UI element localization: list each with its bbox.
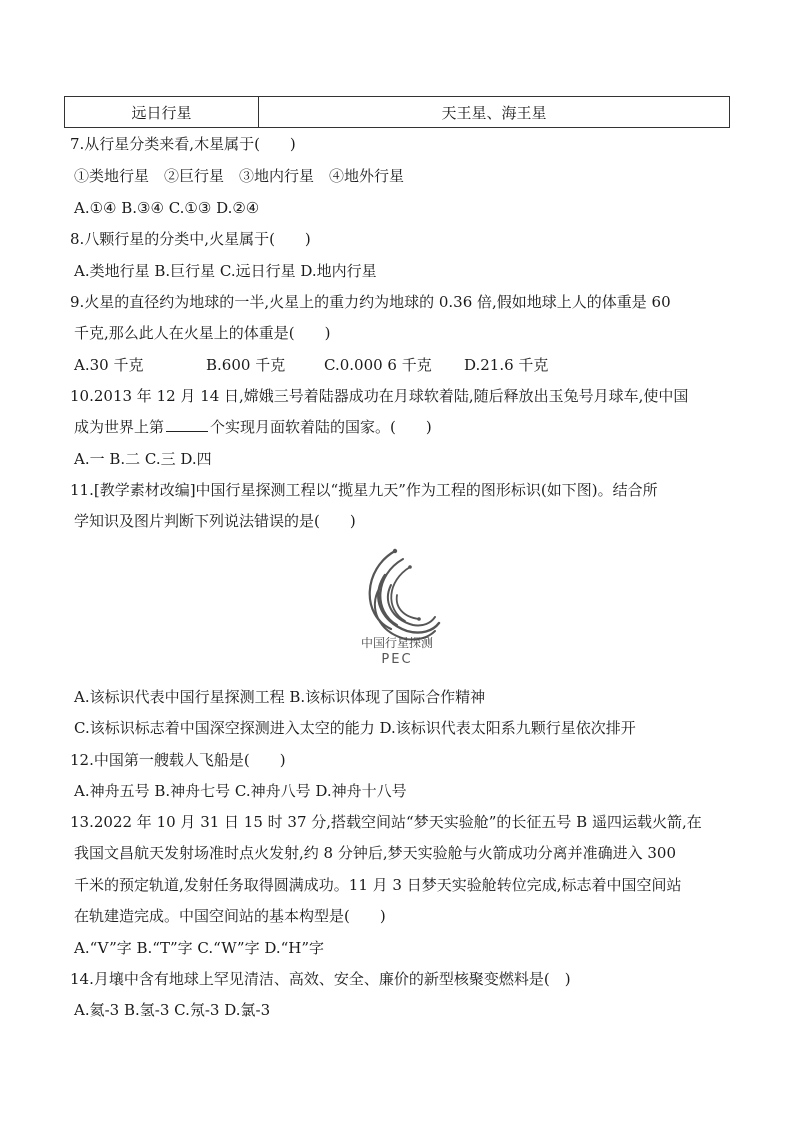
q7-options: A.①④ B.③④ C.①③ D.②④: [74, 199, 260, 217]
q13-stem-line2: 我国文昌航天发射场准时点火发射,约 8 分钟后,梦天实验舱与火箭成功分离并准确进入 300: [74, 844, 677, 862]
q11-stem-line2: 学知识及图片判断下列说法错误的是( ): [74, 512, 356, 530]
q9-stem-line2: 千克,那么此人在火星上的体重是( ): [74, 324, 331, 342]
q14-stem: 14.月壤中含有地球上罕见清洁、高效、安全、廉价的新型核聚变燃料是( ): [70, 970, 571, 988]
planet-classification-table-row: [64, 96, 730, 128]
q12-stem: 12.中国第一艘载人飞船是( ): [70, 751, 286, 769]
q8-options: A.类地行星 B.巨行星 C.远日行星 D.地内行星: [74, 262, 377, 280]
logo-caption-en: PEC: [381, 652, 413, 667]
q14-options: A.氦-3 B.氢-3 C.氖-3 D.氯-3: [74, 1001, 271, 1019]
q9-options: [74, 355, 548, 375]
q11-stem-line1: 11.[教学素材改编]中国行星探测工程以“揽星九天”作为工程的图形标识(如下图)。结合所: [70, 481, 658, 499]
q12-options: A.神舟五号 B.神舟七号 C.神舟八号 D.神舟十八号: [74, 782, 407, 800]
q10-stem-before-blank: 成为世界上第: [74, 418, 165, 436]
q13-stem-line3: 千米的预定轨道,发射任务取得圆满成功。11 月 3 日梦天实验舱转位完成,标志着中国空间站: [74, 876, 682, 894]
q7-choices: ①类地行星 ②巨行星 ③地内行星 ④地外行星: [74, 167, 405, 185]
q10-options: A.一 B.二 C.三 D.四: [74, 450, 212, 468]
table-cell-category: 远日行星: [65, 97, 259, 127]
q10-stem-after-blank: 个实现月面软着陆的国家。( ): [210, 418, 432, 436]
q9-option-a: A.30 千克: [74, 356, 144, 374]
q11-options-cd: C.该标识标志着中国深空探测进入太空的能力 D.该标识代表太阳系九颗行星依次排开: [74, 719, 636, 737]
q9-option-b: B.600 千克: [206, 356, 286, 374]
table-cell-planets: 天王星、海王星: [441, 103, 547, 122]
q13-options: A.“V”字 B.“T”字 C.“W”字 D.“H”字: [74, 939, 325, 957]
q13-stem-line1: 13.2022 年 10 月 31 日 15 时 37 分,搭载空间站“梦天实验舱”的长征五号 B 遥四运载火箭,在: [70, 813, 702, 831]
q10-stem-line2: [74, 417, 432, 437]
logo-caption-cn: 中国行星探测: [360, 636, 433, 650]
answer-blank: [166, 417, 208, 432]
q9-stem-line1: 9.火星的直径约为地球的一半,火星上的重力约为地球的 0.36 倍,假如地球上人的体重是 60: [70, 293, 671, 311]
q8-stem: 8.八颗行星的分类中,火星属于( ): [70, 230, 311, 248]
q13-stem-line4: 在轨建造完成。中国空间站的基本构型是( ): [74, 907, 386, 925]
q11-options-ab: A.该标识代表中国行星探测工程 B.该标识体现了国际合作精神: [74, 688, 486, 706]
q9-option-d: D.21.6 千克: [464, 356, 549, 374]
q10-stem-line1: 10.2013 年 12 月 14 日,嫦娥三号着陆器成功在月球软着陆,随后释放出玉兔号月球车,使中国: [70, 387, 689, 405]
q9-option-c: C.0.000 6 千克: [324, 356, 432, 374]
q7-stem: 7.从行星分类来看,木星属于( ): [70, 135, 296, 153]
